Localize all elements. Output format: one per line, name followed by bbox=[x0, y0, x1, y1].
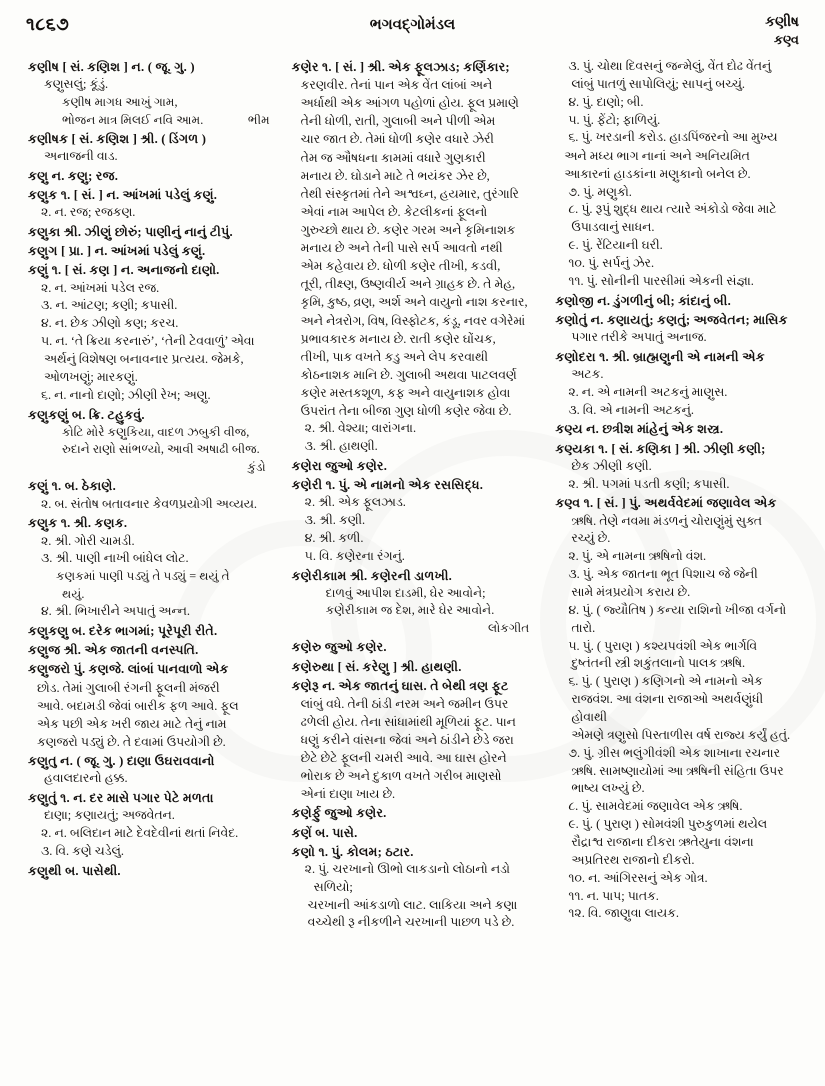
entry-definition: અપ્રતિરથ રાજાનો દીકરો. bbox=[571, 852, 695, 867]
dictionary-entry bbox=[555, 348, 797, 420]
entry-sense: ૫. વિ. કણેરના રંગનું. bbox=[304, 548, 405, 563]
entry-definition: ચાર જાત છે. તેમાં ધોળી કણેર વધારે ઝેરી bbox=[300, 132, 494, 147]
entry-sense: ૨. ન. આંખમાં પડેલ રજ. bbox=[41, 280, 160, 295]
entry-quotation-line: દાળવું આપીશ દાડમી, ઘેર આવોને; bbox=[325, 585, 486, 600]
quote-attribution: લોકગીત bbox=[488, 620, 530, 635]
entry-headword: કણેં બ. પાસે. bbox=[291, 825, 358, 840]
entry-headword: કણેર ૧. [ સં. ] શ્રી. એક ફૂલઝાડ; કર્ણિકાર; bbox=[291, 60, 510, 74]
entry-headword: કણીષ [ સં. કણિશ ] ન. ( જૂ. ગુ. ) bbox=[28, 60, 195, 74]
entry-sense: ૫. પું. ( પુરાણ ) કશ્યપવંશી એક ભાર્ગવિ bbox=[568, 638, 758, 653]
dictionary-entry bbox=[28, 223, 270, 241]
entry-quotation-line bbox=[28, 112, 270, 130]
dictionary-entry bbox=[555, 420, 797, 438]
entry-sense: ૮. પું. રૂપું શુદ્ધ થાય ત્યારે અંકોડો જેવા માટે bbox=[568, 202, 777, 217]
entry-sense: ૩. વિ. એ નામની અટકનું. bbox=[568, 402, 694, 417]
entry-headword: કણોજી ન. ડુંગળીનું બી; કાંદાનું બી. bbox=[555, 293, 731, 308]
entry-definition: દાણા; કણાયતું; અજવેતન. bbox=[44, 808, 175, 823]
entry-example-line: થયું. bbox=[62, 586, 85, 601]
dictionary-entry bbox=[555, 311, 797, 347]
entry-definition: ધણું કરીને વાંસના જેવાં અને ઠાંડીને છેડે જરા bbox=[300, 733, 514, 748]
column-3 bbox=[543, 58, 807, 1078]
entry-definition: રૌદ્રાશ્વ રાજાના દીકરા ઋતેયુના વંશના bbox=[571, 835, 754, 850]
entry-definition: ઋષિ. તેણે નવમા મંડળનું ચોરાણુંમું સુક્ત bbox=[571, 513, 762, 528]
entry-headword: કણુજ શ્રી. એક જાતની વનસ્પતિ. bbox=[28, 643, 199, 658]
entry-quotation-line: કણીષ માગધ આખું ગામ, bbox=[62, 94, 178, 109]
entry-definition: છેટે છેટે ફૂલની ચમરી આવે. આ ઘાસ હોરને bbox=[300, 751, 507, 766]
page-number: ૧૮૬૭ bbox=[26, 14, 70, 34]
dictionary-entry bbox=[28, 242, 270, 260]
entry-definition: કણજરો પડ્યું છે. તે દવામાં ઉપયોગી છે. bbox=[37, 734, 226, 749]
entry-headword: કણેરૂ ન. એક જાતનું ઘાસ. તે બેથી ત્રણ ફૂટ bbox=[291, 678, 509, 693]
entry-headword: કણ્ય ન. છત્રીશ માંહેનું એક શસ્ત્ર. bbox=[555, 422, 724, 437]
entry-headword: કણુક ૧. શ્રી. કણક. bbox=[28, 516, 128, 531]
entry-headword: કણેરી ૧. પું. એ નામનો એક રસસિદ્ધ. bbox=[291, 478, 484, 493]
entry-headword: કણો ૧. પું. કોલમ; ઠટાર. bbox=[291, 844, 414, 859]
entry-definition: વચ્ચેથી રૂ નીકળીને ચરખાની પાછળ પડે છે. bbox=[307, 915, 515, 930]
entry-headword: કણેરીકાામ શ્રી. કણેરની ડાળખી. bbox=[291, 568, 452, 583]
entry-quotation-line: કોટિ મોરે કણુકિયા, વાદળ ઝબુકી વીજ, bbox=[62, 424, 250, 439]
running-head-first-word: કણીષ bbox=[765, 15, 799, 30]
entry-sense: ૬. ન. નાનો દાણો; ઝીણી રેખ; અણુ. bbox=[41, 387, 211, 402]
entry-definition: તેથી સંસ્કૃતમાં તેને અશ્વઘ્ન, હયમાર, તુરંગારિ bbox=[300, 186, 519, 201]
entry-sense: ૧૧. પું. સોનીની પારસીમાં એકની સંજ્ઞા. bbox=[568, 273, 754, 288]
entry-definition: આવે. બદામડી જેવાં બારીક ફળ આવે. ફૂલ bbox=[37, 698, 239, 713]
entry-definition: મનાય છે અને તેની પાસે સર્પ આવતો નથી bbox=[300, 241, 503, 256]
entry-definition: રચ્યું છે. bbox=[571, 531, 611, 546]
dictionary-entry bbox=[292, 677, 534, 804]
entry-definition: ગુરુચ્છો થાય છે. કણેર ગરમ અને કૃમિનાશક bbox=[300, 223, 516, 237]
dictionary-entry bbox=[28, 660, 270, 751]
entry-definition: અર્ધાથી એક આંગળ પહોળાં હોય. ફૂલ પ્રમાણે bbox=[300, 96, 519, 111]
entry-definition: તેની ધોળી, રાતી, ગુલાબી અને પીળી એમ bbox=[300, 114, 496, 129]
entry-sense: ૪. શ્રી. ભિખારીને અપાતું અન્ન. bbox=[41, 604, 190, 619]
entry-definition: ભોરાક છે અને દુકાળ વખતે ગરીબ માણસો bbox=[300, 769, 502, 784]
entry-headword: કણ્વ ૧. [ સં. ] પું. અથર્વવેદમાં જણાવેલ એક bbox=[555, 496, 777, 511]
entry-headword: કણોતું ન. કણાયતું; કણતું; અજવેતન; માસિક bbox=[555, 312, 788, 327]
entry-headword: કણેરુ જુઓ કણેર. bbox=[291, 640, 387, 655]
entry-definition: તીખી, પાક વખતે કડુ અને લેપ કરવાથી bbox=[300, 349, 489, 364]
entry-headword: કણું ૧. [ સં. કણ ] ન. અનાજનો દાણો. bbox=[28, 263, 220, 278]
entry-sense: ૫. પું. ફેંટો; ફાળિયું. bbox=[568, 112, 661, 127]
entry-definition: હવાલદારનો હક્ક. bbox=[44, 771, 128, 786]
entry-definition: મનાય છે. ઘોડાને માટે તે ભયંકર ઝેર છે, bbox=[300, 168, 490, 183]
dictionary-entry bbox=[292, 658, 534, 676]
entry-sense: ૪. પું. દાણો; બી. bbox=[568, 94, 644, 109]
entry-sense: ૧૨. વિ. જાણુવા લાયક. bbox=[568, 906, 679, 921]
dictionary-entry bbox=[28, 406, 270, 477]
dictionary-entry bbox=[292, 824, 534, 842]
entry-sense: ૭. પું. મણુકો. bbox=[568, 184, 632, 199]
entry-definition: કણુસલું; કૂંડું. bbox=[44, 77, 109, 92]
entry-definition: અને મધ્ય ભાગ નાનાં અને અનિયમિત bbox=[564, 149, 750, 164]
entry-headword: કણુકા શ્રી. ઝીણું છોરું; પાણીનું નાનું ટીપું. bbox=[28, 225, 233, 240]
entry-sense: ૨. શ્રી. ગોરી ચામડી. bbox=[41, 533, 135, 548]
entry-headword: કણુજરો પું. કણજે. લાંબાં પાનવાળો એક bbox=[28, 662, 229, 677]
entry-sense: ૩. વિ. કણે ચડેલું. bbox=[41, 843, 124, 858]
entry-headword: કણેરા જુઓ કણેર. bbox=[291, 458, 388, 473]
entry-definition: પગાર તરીકે અપાતું અનાજ. bbox=[571, 329, 707, 344]
dictionary-entry bbox=[28, 58, 270, 129]
entry-definition: ઉપરાંત તેના બીજા ગુણ ધોળી કણેર જેવા છે. bbox=[300, 404, 512, 419]
dictionary-entry bbox=[28, 789, 270, 861]
running-head-last-word: કણ્વ bbox=[773, 31, 799, 47]
column-2 bbox=[280, 58, 544, 1078]
dictionary-entry bbox=[28, 862, 270, 880]
entry-example-line: કણકમાં પાણી પડ્યું તે પડ્યું = થયું તે bbox=[56, 569, 230, 584]
entry-headword: કણેરુથા [ સં. કરેણુ ] શ્રી. હાથણી. bbox=[291, 659, 462, 674]
entry-headword: કણોદરા ૧. શ્રી. બ્રાહ્મણુની એ નામની એક bbox=[555, 349, 765, 364]
entry-sense: ૯. પું. ( પુરાણ ) સોમવંશી પુરુકુળમાં થયેલ bbox=[568, 817, 768, 832]
entry-definition: લાંબું વધે. તેની ઠાંડી નરમ અને જમીન ઉપર bbox=[300, 696, 509, 711]
entry-definition: દુષ્તંતની સ્ત્રી શકુંતલાનો પાલક ઋષિ. bbox=[571, 656, 746, 671]
entry-definition: છેક ઝીણી કણી. bbox=[571, 458, 652, 473]
dictionary-entry bbox=[555, 494, 797, 923]
quote-attribution: કુંડો bbox=[247, 459, 266, 474]
dictionary-entry bbox=[28, 130, 270, 166]
entry-sense: ૨. પું. એ નામના ઋષિનો વંશ. bbox=[568, 549, 707, 564]
entry-definition: લાંબું પાતળું સાપોલિયું; સાપનું બચ્ચું. bbox=[571, 76, 745, 91]
dictionary-entry bbox=[292, 567, 534, 638]
entry-sense: ૧૧. ન. પાપ; પાતક. bbox=[568, 888, 659, 903]
entry-sense: ૬. પું. ( પુરાણ ) કણિગનો એ નામનો એક bbox=[568, 674, 763, 689]
dictionary-entry bbox=[28, 514, 270, 621]
entry-headword: કણુતું ૧. ન. દર માસે પગાર પેટે મળતા bbox=[28, 791, 214, 806]
entry-sense: ૨. બ. સંતોષ બતાવનાર કેવળપ્રયોગી અવ્યય. bbox=[41, 496, 258, 511]
entry-headword: કણીષક [ સં. કણિશ ] શ્રી. ( ડિંગળ ) bbox=[28, 132, 207, 147]
entry-definition: છોડ. તેમાં ગુલાબી રંગની ફૂલની મંજરી bbox=[37, 680, 220, 695]
entry-definition: તારો. bbox=[571, 620, 596, 635]
entry-sense: ૩. ન. આંટણ; કણી; કપાસી. bbox=[41, 298, 178, 313]
entry-definition: ભાષ્ય લખ્યું છે. bbox=[571, 781, 645, 796]
quote-attribution: ભીમ bbox=[247, 112, 270, 127]
entry-headword: કણુગ [ પ્રા. ] ન. આંખમાં પડેલું કણું. bbox=[28, 244, 206, 259]
entry-definition: અનાજની વાડ. bbox=[44, 149, 118, 164]
dictionary-entry bbox=[292, 804, 534, 822]
dictionary-entry bbox=[292, 58, 534, 456]
dictionary-entry bbox=[555, 292, 797, 310]
entry-definition: એક પછી એક ખરી જાય માટે તેનું નામ bbox=[37, 716, 227, 731]
entry-sense: ૩. શ્રી. હાથણી. bbox=[304, 439, 378, 454]
entry-definition: ઋષિ. સામષ્ણાયોમાં આ ઋષિની સંહિતા ઉપર bbox=[571, 763, 784, 778]
entry-sense: ૨. શ્રી. એક ફૂલઝાડ. bbox=[304, 495, 406, 510]
dictionary-entry bbox=[292, 638, 534, 656]
entry-headword: કણું ૧. બ. ઠેકાણે. bbox=[28, 479, 116, 494]
entry-definition: ઓળખણું; મારકણું. bbox=[44, 369, 138, 384]
dictionary-entry-continued bbox=[555, 58, 797, 291]
dictionary-entry bbox=[28, 641, 270, 659]
dictionary-entry bbox=[28, 186, 270, 222]
entry-sense: ૨. શ્રી. પગમાં પડતી કણી; કપાસી. bbox=[568, 476, 730, 491]
entry-definition: કણેર મસ્તકશૂળ, કફ અને વાયુનાશક હોવા bbox=[300, 385, 511, 400]
entry-sense: ૨. શ્રી. વેશ્યા; વારાંગના. bbox=[304, 421, 417, 436]
entry-sense: ૯. પું. રેંટિયાની ઘરી. bbox=[568, 238, 663, 253]
entry-headword: કણુતુ ન. ( જૂ. ગુ. ) દાણા ઉઘરાવવાનો bbox=[28, 754, 215, 769]
entry-headword: કણુકણુ બ. દરેક ભાગમાં; પૂરેપૂરી રીતે. bbox=[28, 624, 218, 639]
entry-sense: ૨. ન. એ નામની અટકનું માણુસ. bbox=[568, 384, 728, 399]
dictionary-entry bbox=[555, 440, 797, 494]
entry-sense: ૧૦. પું. સર્પનું ઝેર. bbox=[568, 255, 655, 270]
page-masthead bbox=[0, 14, 825, 60]
entry-sense: ૫. ન. ‘તે ક્રિયા કરનારું’, ‘તેની ટેવવાળું’ એવા bbox=[41, 334, 255, 349]
entry-sense: ૪. ન. છેક ઝીણો કણ; કરચ. bbox=[41, 316, 179, 331]
entry-quotation-line: રુદાને રાણો સાંભળ્યો, આવી અષાઢી બીજ. bbox=[62, 442, 260, 457]
dictionary-entry bbox=[292, 457, 534, 475]
quote-text: ભોજન માત્ર મિલઈ નવિ આમ. bbox=[62, 112, 204, 127]
dictionary-entry bbox=[28, 167, 270, 185]
entry-sense: ૩. પું. એક જાતના ભૂત પિશાચ જે જેની bbox=[568, 567, 758, 582]
entry-sense: ૭. પું. ગ્રીસ ભલુંગીવંશી એક શાખાના રચનાર bbox=[568, 745, 780, 760]
entry-definition: કરણવીર. તેનાં પાન એક વેંત લાંબાં અને bbox=[300, 78, 493, 93]
entry-definition: પ્રભાવકારક મનાય છે. રાતી કણેર ઘોંચક, bbox=[300, 331, 496, 346]
entry-headword: કણુથી બ. પાસેથી. bbox=[28, 863, 121, 878]
entry-definition: એનાં દાણા ખાય છે. bbox=[300, 787, 396, 802]
entry-definition: ચરખાની આંકડાળો લાટ. લાકિયા અને કણા bbox=[307, 897, 518, 912]
entry-definition: એમણે ત્રણુસો પિસ્તાળીસ વર્ષ રાજ્ય કર્યું હતું. bbox=[571, 727, 791, 742]
entry-definition: કૃમિ, કુષ્ઠ, વ્રણ, અર્શ અને વાયુનો નાશ કરનાર, bbox=[300, 295, 528, 310]
entry-sense: ૨. ન. બલિદાન માટે દેવદેવીનાં થતાં નિવેદ. bbox=[41, 826, 239, 840]
entry-sense: ૨. પું. ચરખાનો ઊભો લાકડાનો લોઠાનો નડો સળિયો; bbox=[304, 861, 510, 894]
running-head bbox=[765, 14, 799, 48]
entry-definition: તેમ જ ઔષધના કામમાં વધારે ગુણકારી bbox=[300, 150, 486, 165]
entry-sense: ૧૦. ન. આંગિરસનું એક ગોત્ર. bbox=[568, 870, 708, 885]
entry-sense: ૩. પું. ચોથા દિવસનું જન્મેલું, વેંત દોઢ વેંતનું bbox=[568, 59, 772, 73]
entry-definition: અટક. bbox=[571, 366, 604, 381]
entry-sense: ૪. શ્રી. કળી. bbox=[304, 530, 364, 545]
page-columns bbox=[24, 58, 807, 1078]
entry-sense: ૮. પું. સામવેદમાં જણાવેલ એક ઋષિ. bbox=[568, 799, 743, 814]
entry-definition: અર્થનું વિશેષણ બનાવનાર પ્રત્યય. જેમકે, bbox=[44, 352, 244, 367]
column-1 bbox=[24, 58, 280, 1078]
entry-definition: આકારનાં હાડકાંના મણુકાનો બનેલ છે. bbox=[564, 167, 751, 182]
entry-sense: ૩. શ્રી. પાણી નાખી બાંધેલ લોટ. bbox=[41, 551, 189, 566]
entry-definition: ઢળેલી હોય. તેના સાંધામાંથી મૂળિયાં ફૂટ. પાન bbox=[300, 714, 516, 729]
book-title: ભગવદ્ગોમંડલ bbox=[369, 17, 456, 33]
entry-quotation-line: કણેરીકાામ જ દેશ, મારે ઘેર આવોને. bbox=[325, 603, 495, 618]
entry-sense: ૪. પું. ( જ્યૌતિષ ) કન્યા રાશિનો ખીજા વર્ગનો bbox=[568, 602, 787, 617]
dictionary-entry bbox=[292, 476, 534, 566]
entry-definition: એમ કહેવાય છે. ધોળી કણેર તીખી, કડવી, bbox=[300, 259, 501, 274]
entry-definition: અને નેત્રરોગ, વિષ, વિસ્ફોટક, કંડૂ, નવર વગેરેમાં bbox=[300, 313, 526, 328]
entry-definition: ઉપાડવાનું સાધન. bbox=[571, 220, 655, 235]
dictionary-entry bbox=[28, 261, 270, 404]
entry-headword: કણુક ૧. [ સં. ] ન. આંખમાં પડેલું કણું. bbox=[28, 188, 218, 203]
dictionary-entry bbox=[28, 622, 270, 640]
dictionary-entry bbox=[292, 843, 534, 933]
entry-definition: તૂરી, તીક્ષ્ણ, ઉષ્ણવીર્ય અને ગ્રાહક છે. તે મેહ, bbox=[300, 277, 516, 292]
entry-headword: કણુકણું બ. ક્રિ. ટહુકવું. bbox=[28, 407, 145, 422]
dictionary-entry bbox=[28, 752, 270, 788]
entry-sense: ૩. શ્રી. કણી. bbox=[304, 513, 366, 528]
dictionary-entry bbox=[28, 477, 270, 513]
entry-headword: કણુ ન. કણુ; રજ. bbox=[28, 169, 119, 184]
entry-definition: કોઠનાશક માનિ છે. ગુલાબી અથવા પાટલવર્ણ bbox=[300, 367, 517, 382]
entry-headword: કણેર્ફુ જુઓ કણેર. bbox=[291, 806, 387, 821]
entry-sense: ૬. પું. ખરડાની કરોડ. હાડપિંજરનો આ મુખ્ય bbox=[568, 130, 778, 145]
entry-definition: રાજવંશ. આ વંશના રાજાઓ અથર્વણુંધી હોવાથી bbox=[571, 692, 764, 725]
entry-definition: એવાં નામ આપેલ છે. કેટલીકનાં ફૂલનો bbox=[300, 204, 488, 219]
entry-sense: ૨. ન. રજ; રજકણ. bbox=[41, 205, 136, 220]
entry-headword: કણ્યકા ૧. [ સં. કણિકા ] શ્રી. ઝીણી કણી; bbox=[555, 441, 766, 456]
entry-definition: સામે મંત્રપ્રયોગ કરાય છે. bbox=[571, 585, 691, 600]
